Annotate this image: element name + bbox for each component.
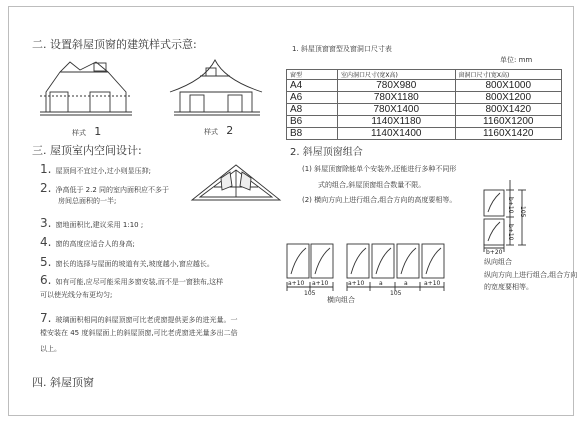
table-cell: 780X980: [338, 80, 456, 92]
section-1-title: 1. 斜屋顶窗窗型及窗洞口尺寸表: [292, 45, 392, 53]
vertical-combo-note-2: 的宽度要相等。: [484, 283, 533, 291]
combo-note-3: (2) 横向方向上进行组合,组合方向的高度要相等。: [302, 196, 457, 204]
list-item: 樘安装在 45 度斜屋面上的斜屋顶窗,可比老虎窗进光量多出二倍: [40, 329, 238, 337]
table-cell: 800X1000: [455, 80, 561, 92]
list-item: 3. 窗地面积比,建议采用 1:10 ;: [40, 216, 144, 230]
list-item: 6. 如有可能,应尽可能采用多窗安装,而不是一窗独布,这样: [40, 273, 224, 287]
table-cell: A8: [287, 104, 338, 116]
table-cell: A6: [287, 92, 338, 104]
dim-label-b20: b+20: [486, 249, 503, 256]
table-header: 窗洞口尺寸(宽X高): [455, 70, 561, 80]
table-cell: 1160X1200: [455, 116, 561, 128]
window-unit: [287, 244, 309, 278]
table-cell: 1160X1420: [455, 128, 561, 140]
vertical-combo-note-1: 纵向方向上进行组合,组合方向: [484, 271, 578, 279]
table-cell: 1140X1180: [338, 116, 456, 128]
table-cell: A4: [287, 80, 338, 92]
combo-note-2: 式的组合,斜屋顶窗组合数量不限。: [318, 181, 426, 189]
dim-label-b10: b+10: [507, 197, 514, 214]
window-unit: [422, 244, 444, 278]
horizontal-combo-label: 横向组合: [327, 296, 355, 304]
style-1-number: 1: [94, 125, 102, 138]
table-cell: B6: [287, 116, 338, 128]
table-cell: 780X1400: [338, 104, 456, 116]
dim-label-a10: a+10: [288, 280, 305, 287]
style-2-label: 样式: [204, 128, 218, 136]
dim-label-105: 105: [390, 290, 402, 297]
style-1-label: 样式: [72, 129, 86, 137]
dim-label-a: a: [379, 280, 383, 287]
unit-label: 单位: mm: [500, 56, 533, 64]
list-item: 2. 净高低于 2.2 同的室内面积应不多于: [40, 181, 170, 195]
list-item: 可以使光线分布更均匀;: [40, 291, 113, 299]
table-cell: B8: [287, 128, 338, 140]
list-item: 5. 窗长的选择与屋面的坡道有关,坡度越小,窗应越长。: [40, 255, 214, 269]
list-item: 1. 屋顶间不宜过小,过小则显压抑;: [40, 162, 152, 176]
dim-label-b10: b+10: [507, 224, 514, 241]
list-item: 以上。: [40, 345, 61, 353]
list-item: 房间总面积的一半;: [58, 197, 117, 205]
list-item: 4. 窗的高度应适合人的身高;: [40, 235, 135, 249]
window-unit: [484, 190, 504, 216]
dim-label-a: a: [404, 280, 408, 287]
window-unit: [372, 244, 394, 278]
dim-label-105-vertical: 105: [519, 206, 526, 218]
table-header: 室内洞口尺寸(宽X高): [338, 70, 456, 80]
window-unit: [347, 244, 369, 278]
section-3-title: 三. 屋顶室内空间设计:: [32, 144, 142, 157]
dim-label-a10: a+10: [312, 280, 329, 287]
dim-label-a10: a+10: [348, 280, 365, 287]
table-header: 窗型: [287, 70, 338, 80]
dim-label-105: 105: [304, 290, 316, 297]
table-cell: 800X1200: [455, 92, 561, 104]
combo-note-1: (1) 斜屋顶窗除能单个安装外,还能进行多种不同形: [302, 165, 457, 173]
list-item: 7. 玻璃面积相同的斜屋顶窗可比老虎窗提供更多的进光量。一: [40, 311, 238, 325]
dim-label-a10: a+10: [424, 280, 441, 287]
table-cell: 780X1180: [338, 92, 456, 104]
section-4-title: 四. 斜屋顶窗: [32, 376, 94, 389]
window-unit: [311, 244, 333, 278]
window-unit: [397, 244, 419, 278]
section-2-combo-title: 2. 斜屋顶窗组合: [290, 147, 363, 158]
window-unit: [484, 219, 504, 245]
table-cell: 1140X1400: [338, 128, 456, 140]
vertical-combo-label: 纵向组合: [484, 258, 512, 266]
table-cell: 800X1420: [455, 104, 561, 116]
style-2-number: 2: [226, 124, 234, 137]
section-2-title: 二. 设置斜屋顶窗的建筑样式示意:: [32, 38, 197, 51]
